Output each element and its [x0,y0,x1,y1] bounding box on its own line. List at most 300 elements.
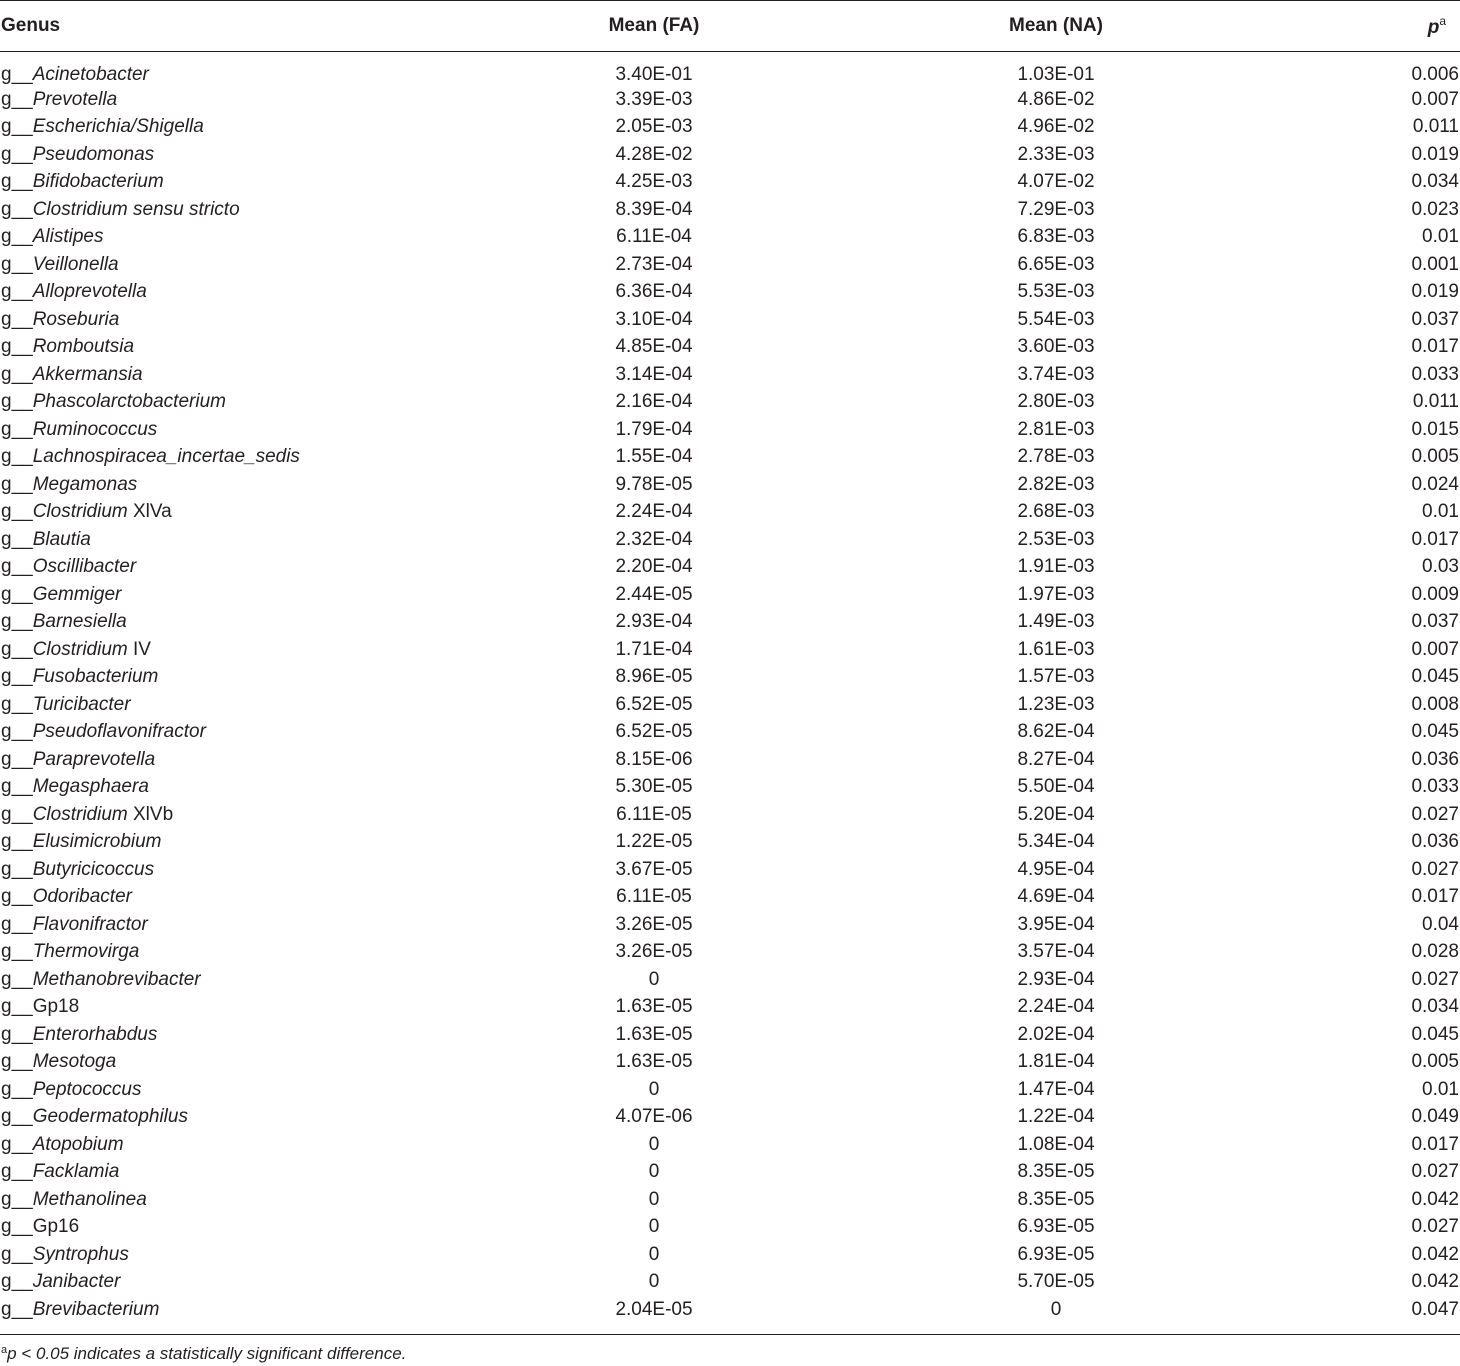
mean-fa-cell: 4.25E-03 [615,171,693,193]
mean-fa-cell: 1.63E-05 [615,1023,693,1045]
header-p [1234,1,1460,52]
mean-na-cell: 3.74E-03 [1017,363,1095,385]
genus-prefix: g__ [1,1023,33,1045]
mean-fa-cell: 2.44E-05 [615,583,693,605]
p-value-cell: 0.017 [1411,528,1459,550]
p-value-cell: 0.017 [1411,1133,1459,1155]
mean-na-cell: 4.07E-02 [1017,171,1095,193]
table-row [0,306,1460,334]
table-row [0,911,1460,939]
mean-fa-cell: 0 [648,1216,660,1238]
table-row [0,1296,1460,1324]
p-value-cell: 0.033 [1411,363,1459,385]
table-row [0,1186,1460,1214]
mean-na-cell: 2.80E-03 [1017,391,1095,413]
genus-prefix: g__ [1,308,33,330]
mean-na-cell: 1.23E-03 [1017,693,1095,715]
mean-fa-cell: 0 [648,1188,660,1210]
genus-prefix: g__ [1,1216,33,1238]
genus-prefix: g__ [1,721,33,743]
mean-fa-cell: 0 [648,1161,660,1183]
genus-name: Pseudoflavonifractor [32,721,206,743]
table-footnote [0,1335,1460,1364]
table-row [0,224,1460,252]
p-value-cell: 0.033 [1411,776,1459,798]
genus-cell [0,691,430,719]
genus-name: Brevibacterium [32,1298,160,1320]
genus-name: Mesotoga [32,1051,117,1073]
p-value-cell: 0.008 [1411,693,1459,715]
p-value-cell: 0.042 [1411,1243,1459,1265]
genus-name: Blautia [32,528,91,550]
genus-name: Escherichia/Shigella [32,116,204,138]
mean-na-cell: 1.03E-01 [1017,64,1095,85]
genus-cell [0,1104,430,1132]
mean-na-cell: 3.95E-04 [1017,913,1095,935]
mean-na-cell: 3.57E-04 [1017,941,1095,963]
table-row [0,196,1460,224]
p-value-cell: 0.027 [1411,858,1459,880]
genus-name: Peptococcus [32,1078,142,1100]
p-value-cell: 0.01 [1422,1078,1459,1100]
mean-fa-cell: 8.15E-06 [615,748,693,770]
p-value-cell: 0.045 [1411,721,1459,743]
mean-na-cell: 4.96E-02 [1017,116,1095,138]
genus-cell [0,499,430,527]
genus-prefix: g__ [1,666,33,688]
mean-fa-cell: 6.52E-05 [615,693,693,715]
genus-cell [0,141,430,169]
mean-na-cell: 6.93E-05 [1017,1216,1095,1238]
table-row [0,774,1460,802]
mean-fa-cell: 3.26E-05 [615,941,693,963]
p-value-cell: 0.011 [1412,391,1459,413]
genus-prefix: g__ [1,116,33,138]
genus-cell [0,636,430,664]
genus-prefix: g__ [1,336,33,358]
genus-prefix: g__ [1,143,33,165]
genus-suffix: IV [127,638,151,660]
genus-name: Methanobrevibacter [32,968,201,990]
genus-cell [0,746,430,774]
p-value-cell: 0.017 [1411,336,1459,358]
p-value-cell: 0.028 [1411,941,1459,963]
genus-name: Alloprevotella [32,281,147,303]
table-row [0,691,1460,719]
mean-na-cell: 6.83E-03 [1017,226,1095,248]
p-value-cell: 0.036 [1411,831,1459,853]
p-value-cell: 0.005 [1411,446,1459,468]
header-p-superscript: a [1439,13,1446,28]
genus-prefix: g__ [1,418,33,440]
table-row [0,1214,1460,1242]
p-value-cell: 0.009 [1411,583,1459,605]
genus-cell [0,169,430,197]
genus-name: Megamonas [32,473,138,495]
genus-name: Clostridium [32,501,128,523]
mean-fa-cell: 1.79E-04 [615,418,693,440]
genus-cell [0,609,430,637]
mean-na-cell: 4.69E-04 [1017,886,1095,908]
genus-cell [0,1214,430,1242]
genus-prefix: g__ [1,1161,33,1183]
mean-na-cell: 7.29E-03 [1017,198,1095,220]
genus-prefix: g__ [1,611,33,633]
genus-suffix: Gp16 [32,1216,80,1238]
p-value-cell: 0.042 [1411,1271,1459,1293]
genus-name: Akkermansia [32,363,143,385]
genus-name: Methanolinea [32,1188,147,1210]
genus-prefix: g__ [1,1188,33,1210]
p-value-cell: 0.045 [1411,666,1459,688]
genus-prefix: g__ [1,501,33,523]
mean-na-cell: 1.47E-04 [1017,1078,1095,1100]
mean-fa-cell: 3.40E-01 [615,64,693,85]
genus-cell [0,884,430,912]
genus-prefix: g__ [1,748,33,770]
p-value-cell: 0.034 [1411,996,1459,1018]
mean-fa-cell: 0 [648,1271,660,1293]
p-value-cell: 0.01 [1422,226,1459,248]
table-row [0,444,1460,472]
genus-prefix: g__ [1,968,33,990]
mean-fa-cell: 5.30E-05 [615,776,693,798]
mean-na-cell: 2.33E-03 [1017,143,1095,165]
table-row [0,114,1460,142]
p-value-cell: 0.027 [1411,803,1459,825]
mean-fa-cell: 3.39E-03 [615,88,693,110]
mean-na-cell: 2.24E-04 [1017,996,1095,1018]
genus-cell [0,86,430,114]
table-row [0,1159,1460,1187]
genus-name: Romboutsia [32,336,135,358]
genus-prefix: g__ [1,583,33,605]
genus-cell [0,856,430,884]
genus-cell [0,911,430,939]
mean-na-cell: 2.02E-04 [1017,1023,1095,1045]
genus-name: Clostridium [32,638,128,660]
genus-cell [0,1049,430,1077]
header-p-letter: p [1427,16,1440,38]
table-row [0,1269,1460,1297]
genus-prefix: g__ [1,1271,33,1293]
p-value-cell: 0.049 [1411,1106,1459,1128]
genus-name: Acinetobacter [32,64,149,85]
p-value-cell: 0.034 [1411,171,1459,193]
p-value-cell: 0.037 [1411,308,1459,330]
table-row [0,719,1460,747]
genus-prefix: g__ [1,281,33,303]
mean-fa-cell: 6.11E-04 [616,226,692,248]
table-row [0,334,1460,362]
p-value-cell: 0.019 [1411,143,1459,165]
genus-name: Syntrophus [32,1243,129,1265]
table-row [0,1131,1460,1159]
genus-name: Clostridium [32,803,128,825]
genus-prefix: g__ [1,171,33,193]
mean-na-cell: 5.54E-03 [1017,308,1095,330]
genus-cell [0,444,430,472]
p-value-cell: 0.03 [1422,556,1459,578]
table-row [0,251,1460,279]
mean-na-cell: 8.27E-04 [1017,748,1095,770]
p-value-cell: 0.017 [1411,886,1459,908]
table-row [0,52,1460,87]
genus-cell [0,1241,430,1269]
genus-prefix: g__ [1,913,33,935]
genus-prefix: g__ [1,1106,33,1128]
mean-na-cell: 0 [1050,1298,1062,1320]
genus-cell [0,1269,430,1297]
mean-na-cell: 5.53E-03 [1017,281,1095,303]
genus-cell [0,196,430,224]
p-value-cell: 0.005 [1411,1051,1459,1073]
mean-na-cell: 2.53E-03 [1017,528,1095,550]
genus-cell [0,526,430,554]
genus-name: Clostridium sensu stricto [32,198,240,220]
table-row [0,746,1460,774]
mean-na-cell: 1.91E-03 [1017,556,1095,578]
p-value-cell: 0.007 [1411,638,1459,660]
p-value-cell: 0.036 [1411,748,1459,770]
genus-name: Thermovirga [32,941,140,963]
genus-name: Odoribacter [32,886,132,908]
genus-name: Atopobium [32,1133,124,1155]
table-row [0,1241,1460,1269]
genus-prefix: g__ [1,1078,33,1100]
genus-prefix: g__ [1,831,33,853]
mean-na-cell: 6.65E-03 [1017,253,1095,275]
genus-name: Fusobacterium [32,666,159,688]
genus-name: Pseudomonas [32,143,155,165]
mean-fa-cell: 4.07E-06 [615,1106,693,1128]
genus-cell [0,966,430,994]
mean-na-cell: 1.61E-03 [1017,638,1095,660]
mean-fa-cell: 2.32E-04 [615,528,693,550]
genus-prefix: g__ [1,1298,33,1320]
mean-na-cell: 8.62E-04 [1017,721,1095,743]
table-row [0,939,1460,967]
mean-na-cell: 5.70E-05 [1017,1271,1095,1293]
genus-cell [0,994,430,1022]
genus-name: Ruminococcus [32,418,158,440]
header-genus: Genus [1,15,61,36]
table-row [0,169,1460,197]
genus-name: Flavonifractor [32,913,148,935]
genus-cell [0,801,430,829]
genus-prefix: g__ [1,1133,33,1155]
genus-prefix: g__ [1,886,33,908]
p-value-cell: 0.006 [1411,64,1459,85]
genus-cell [0,939,430,967]
p-value-cell: 0.01 [1422,501,1459,523]
mean-fa-cell: 3.26E-05 [615,913,693,935]
table-row [0,141,1460,169]
mean-na-cell: 1.22E-04 [1017,1106,1095,1128]
table-row [0,499,1460,527]
table-row [0,86,1460,114]
genus-name: Veillonella [32,253,119,275]
mean-fa-cell: 3.10E-04 [615,308,693,330]
genus-prefix: g__ [1,1051,33,1073]
mean-na-cell: 8.35E-05 [1017,1161,1095,1183]
mean-fa-cell: 0 [648,968,660,990]
genus-cell [0,719,430,747]
genus-name: Phascolarctobacterium [32,391,226,413]
genus-cell [0,114,430,142]
genus-prefix: g__ [1,776,33,798]
genus-cell [0,1186,430,1214]
p-value-cell: 0.037 [1411,611,1459,633]
mean-fa-cell: 4.28E-02 [615,143,693,165]
mean-fa-cell: 6.11E-05 [616,803,692,825]
genus-prefix: g__ [1,473,33,495]
mean-na-cell: 4.86E-02 [1017,88,1095,110]
p-value-cell: 0.045 [1411,1023,1459,1045]
genus-cell [0,664,430,692]
table-row [0,554,1460,582]
mean-fa-cell: 2.93E-04 [615,611,693,633]
genus-name: Megasphaera [32,776,149,798]
genus-name: Bifidobacterium [32,171,164,193]
genus-cell [0,774,430,802]
p-value-cell: 0.047 [1411,1298,1459,1320]
mean-na-cell: 3.60E-03 [1017,336,1095,358]
genus-cell [0,581,430,609]
genus-suffix: XlVb [127,803,174,825]
p-value-cell: 0.024 [1411,473,1459,495]
genus-cell [0,1021,430,1049]
mean-na-cell: 1.81E-04 [1017,1051,1095,1073]
table-row [0,1021,1460,1049]
p-value-cell: 0.011 [1412,116,1459,138]
p-value-cell: 0.001 [1411,253,1459,275]
table-row [0,1104,1460,1132]
mean-fa-cell: 2.20E-04 [615,556,693,578]
genus-cell [0,306,430,334]
mean-fa-cell: 1.22E-05 [615,831,693,853]
genus-prefix: g__ [1,996,33,1018]
genus-prefix: g__ [1,446,33,468]
table-row [0,884,1460,912]
mean-na-cell: 1.49E-03 [1017,611,1095,633]
mean-na-cell: 2.68E-03 [1017,501,1095,523]
mean-na-cell: 4.95E-04 [1017,858,1095,880]
table-row [0,829,1460,857]
table-body [0,52,1460,1324]
table-row [0,471,1460,499]
table-row [0,664,1460,692]
genus-cell [0,1159,430,1187]
genus-prefix: g__ [1,1243,33,1265]
table-row [0,1049,1460,1077]
mean-na-cell: 2.93E-04 [1017,968,1095,990]
mean-na-cell: 2.81E-03 [1017,418,1095,440]
genus-prefix: g__ [1,528,33,550]
genus-cell [0,279,430,307]
table-row [0,636,1460,664]
mean-na-cell: 8.35E-05 [1017,1188,1095,1210]
genus-prefix: g__ [1,88,33,110]
mean-fa-cell: 0 [648,1078,660,1100]
genus-suffix: XlVa [127,501,172,523]
genus-suffix: Gp18 [32,996,80,1018]
table-row [0,966,1460,994]
genus-prefix: g__ [1,693,33,715]
p-value-cell: 0.023 [1411,198,1459,220]
mean-fa-cell: 6.36E-04 [615,281,693,303]
genus-prefix: g__ [1,638,33,660]
genus-cell [0,389,430,417]
genus-prefix: g__ [1,226,33,248]
genus-name: Geodermatophilus [32,1106,188,1128]
mean-fa-cell: 3.14E-04 [615,363,693,385]
genus-cell [0,251,430,279]
table-row [0,1076,1460,1104]
mean-fa-cell: 1.63E-05 [615,1051,693,1073]
p-value-cell: 0.042 [1411,1188,1459,1210]
genus-name: Enterorhabdus [32,1023,158,1045]
mean-na-cell: 1.57E-03 [1017,666,1095,688]
genus-cell [0,224,430,252]
genus-cell [0,1296,430,1324]
mean-fa-cell: 1.63E-05 [615,996,693,1018]
genus-name: Elusimicrobium [32,831,162,853]
mean-fa-cell: 8.39E-04 [615,198,693,220]
mean-fa-cell: 2.24E-04 [615,501,693,523]
genus-name: Gemmiger [32,583,122,605]
genus-prefix: g__ [1,64,33,85]
genus-prefix: g__ [1,803,33,825]
genus-prefix: g__ [1,198,33,220]
genus-name: Prevotella [32,88,118,110]
table-row [0,581,1460,609]
genus-name: Facklamia [32,1161,120,1183]
footnote-superscript: a [1,1343,8,1356]
p-value-cell: 0.027 [1411,968,1459,990]
genus-prefix: g__ [1,858,33,880]
table-row [0,994,1460,1022]
footnote-text: p < 0.05 indicates a statistically significant difference. [7,1343,407,1363]
mean-fa-cell: 9.78E-05 [615,473,693,495]
genus-name: Oscillibacter [32,556,137,578]
mean-na-cell: 5.20E-04 [1017,803,1095,825]
genus-cell [0,554,430,582]
mean-na-cell: 1.97E-03 [1017,583,1095,605]
mean-na-cell: 1.08E-04 [1017,1133,1095,1155]
table-row [0,609,1460,637]
genus-prefix: g__ [1,253,33,275]
genus-name: Paraprevotella [32,748,156,770]
genus-name: Alistipes [32,226,104,248]
genus-name: Turicibacter [32,693,131,715]
mean-na-cell: 2.78E-03 [1017,446,1095,468]
table-header-row [0,1,1460,52]
genus-cell [0,1076,430,1104]
genus-cell [0,361,430,389]
genus-name: Lachnospiracea_incertae_sedis [32,446,300,468]
mean-na-cell: 6.93E-05 [1017,1243,1095,1265]
table-row [0,361,1460,389]
genus-name: Roseburia [32,308,120,330]
p-value-cell: 0.027 [1411,1216,1459,1238]
header-mean-na: Mean (NA) [1009,15,1103,36]
mean-fa-cell: 2.05E-03 [615,116,693,138]
table-row [0,416,1460,444]
mean-fa-cell: 8.96E-05 [615,666,693,688]
p-value-cell: 0.04 [1422,913,1459,935]
mean-fa-cell: 4.85E-04 [615,336,693,358]
